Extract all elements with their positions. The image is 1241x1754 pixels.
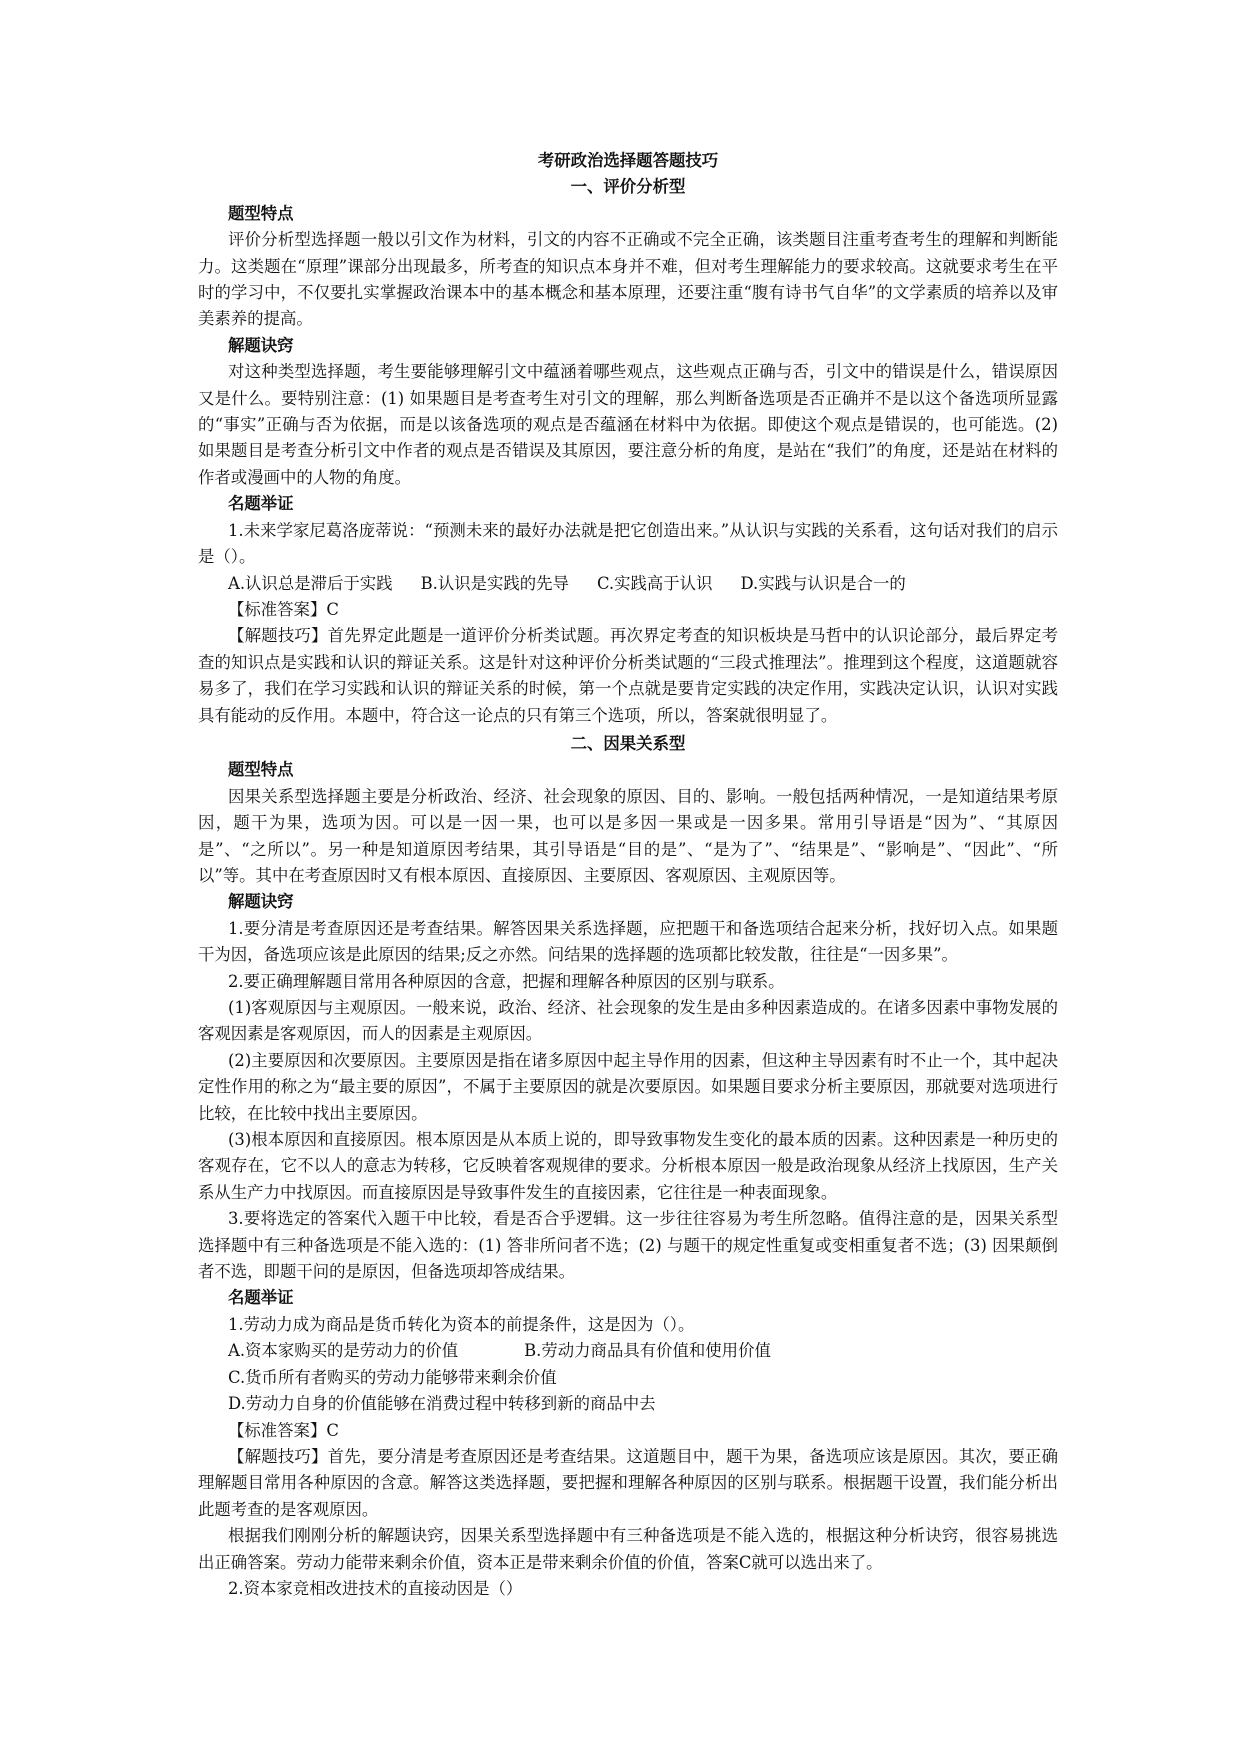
answer-analysis: 【解题技巧】首先界定此题是一道评价分析类试题。再次界定考查的知识板块是马哲中的认识论部分，最后界定考查的知识点是实践和认识的辩证关系。这是针对这种评价分析类试题的“三段式推理法”。推理到这个程度，这道题就容易多了，我们在学习实践和认识的辩证关系的时候，第一个点就是要肯定实践的决定作用，实践决定认识，认识对实践具有能动的反作用。本题中，符合这一论点的只有第三个选项，所以，答案就很明显了。 — [198, 626, 1058, 725]
question-text: 2.资本家竞相改进技术的直接动因是（） — [228, 1578, 523, 1598]
option-d: D.实践与认识是合一的 — [740, 573, 906, 593]
option-row — [198, 1338, 1058, 1364]
question-text: 1.未来学家尼葛洛庞蒂说：“预测未来的最好办法就是把它创造出来。”从认识与实践的关系看，这句话对我们的启示是（）。 — [198, 520, 1058, 567]
answer-analysis-continued: 根据我们刚刚分析的解题诀窍，因果关系型选择题中有三种备选项是不能入选的，根据这种分析诀窍，很容易挑选出正确答案。劳动力能带来剩余价值，资本正是带来剩余价值的价值，答案C就可以选出来了。 — [198, 1526, 1058, 1572]
tip-2-1: (1)客观原因与主观原因。一般来说，政治、经济、社会现象的发生是由多种因素造成的。在诸多因素中事物发展的客观因素是客观原因，而人的因素是主观原因。 — [198, 998, 1058, 1044]
option-b: B.认识是实践的先导 — [420, 573, 569, 593]
option-list — [198, 571, 1058, 597]
section-heading-2: 二、因果关系型 — [570, 733, 686, 753]
document-page — [198, 148, 1058, 1602]
option-a: A.资本家购买的是劳动力的价值 — [228, 1341, 459, 1361]
tip-1: 1.要分清是考查原因还是考查结果。解答因果关系选择题，应把题干和备选项结合起来分析，找好切入点。如果题干为因，备选项应该是此原因的结果;反之亦然。问结果的选择题的选项都比较发散，往往是“一因多果”。 — [198, 918, 1058, 965]
subheading-features: 题型特点 — [228, 760, 294, 780]
answer-analysis: 【解题技巧】首先，要分清是考查原因还是考查结果。这道题目中，题干为果，备选项应该是原因。其次，要正确理解题目常用各种原因的含意。解答这类选择题，要把握和理解各种原因的区别与联系。根据题干设置，我们能分析出此题考查的是客观原因。 — [198, 1446, 1058, 1519]
option-d: D.劳动力自身的价值能够在消费过程中转移到新的商品中去 — [228, 1394, 656, 1414]
standard-answer: 【标准答案】C — [228, 1420, 339, 1440]
section-heading-1: 一、评价分析型 — [570, 177, 686, 197]
tip-3: 3.要将选定的答案代入题干中比较，看是否合乎逻辑。这一步往往容易为考生所忽略。值得注意的是，因果关系型选择题中有三种备选项是不能入选的：(1) 答非所问者不选；(2) 与题干的规定性重复或变相重复者不选；(3) 因果颠倒者不选，即题干问的是原因，但备选项却答成结果。 — [198, 1209, 1058, 1282]
paragraph-features: 因果关系型选择题主要是分析政治、经济、社会现象的原因、目的、影响。一般包括两种情况，一是知道结果考原因，题干为果，选项为因。可以是一因一果，也可以是多因一果或是一因多果。常用引导语是“因为”、“其原因是”、“之所以”。另一种是知道原因考结果，其引导语是“目的是”、“是为了”、“结果是”、“影响是”、“因此”、“所以”等。其中在考查原因时又有根本原因、直接原因、主要原因、客观原因、主观原因等。 — [198, 786, 1058, 885]
tip-2-3: (3)根本原因和直接原因。根本原因是从本质上说的，即导致事物发生变化的最本质的因素。这种因素是一种历史的客观存在，它不以人的意志为转移，它反映着客观规律的要求。分析根本原因一般是政治现象从经济上找原因，生产关系从生产力中找原因。而直接原因是导致事件发生的直接因素，它往往是一种表面现象。 — [198, 1130, 1058, 1202]
document-title: 考研政治选择题答题技巧 — [537, 151, 719, 170]
subheading-tips: 解题诀窍 — [228, 892, 294, 912]
subheading-examples: 名题举证 — [228, 494, 294, 514]
option-c: C.实践高于认识 — [596, 573, 713, 593]
option-a: A.认识总是滞后于实践 — [228, 573, 393, 593]
paragraph-features: 评价分析型选择题一般以引文作为材料，引文的内容不正确或不完全正确，该类题目注重考查考生的理解和判断能力。这类题在“原理”课部分出现最多，所考查的知识点本身并不难，但对考生理解能力的要求较高。这就要求考生在平时的学习中，不仅要扎实掌握政治课本中的基本概念和基本原理，还要注重“腹有诗书气自华”的文学素质的培养以及审美素养的提高。 — [198, 230, 1058, 329]
subheading-examples: 名题举证 — [228, 1288, 294, 1308]
question-text: 1.劳动力成为商品是货币转化为资本的前提条件，这是因为（）。 — [228, 1314, 695, 1334]
option-c: C.货币所有者购买的劳动力能够带来剩余价值 — [228, 1367, 557, 1387]
standard-answer: 【标准答案】C — [228, 599, 339, 619]
tip-2: 2.要正确理解题目常用各种原因的含意，把握和理解各种原因的区别与联系。 — [228, 971, 785, 991]
paragraph-tips: 对这种类型选择题，考生要能够理解引文中蕴涵着哪些观点，这些观点正确与否，引文中的错误是什么，错误原因又是什么。要特别注意：(1) 如果题目是考查考生对引文的理解，那么判断备选项是否正确并不是以这个备选项所显露的“事实”正确与否为依据，而是以该备选项的观点是否蕴涵在材料中为依据。即使这个观点是错误的，也可能选。(2) 如果题目是考查分析引文中作者的观点是否错误及其原因，要注意分析的角度，是站在“我们”的角度，还是站在材料的作者或漫画中的人物的角度。 — [198, 362, 1058, 487]
tip-2-2: (2)主要原因和次要原因。主要原因是指在诸多原因中起主导作用的因素，但这种主导因素有时不止一个，其中起决定性作用的称之为“最主要的原因”，不属于主要原因的就是次要原因。如果题目要求分析主要原因，那就要对选项进行比较，在比较中找出主要原因。 — [198, 1050, 1058, 1123]
subheading-features: 题型特点 — [228, 203, 294, 223]
subheading-tips: 解题诀窍 — [228, 335, 294, 355]
option-b: B.劳动力商品具有价值和使用价值 — [524, 1341, 771, 1361]
